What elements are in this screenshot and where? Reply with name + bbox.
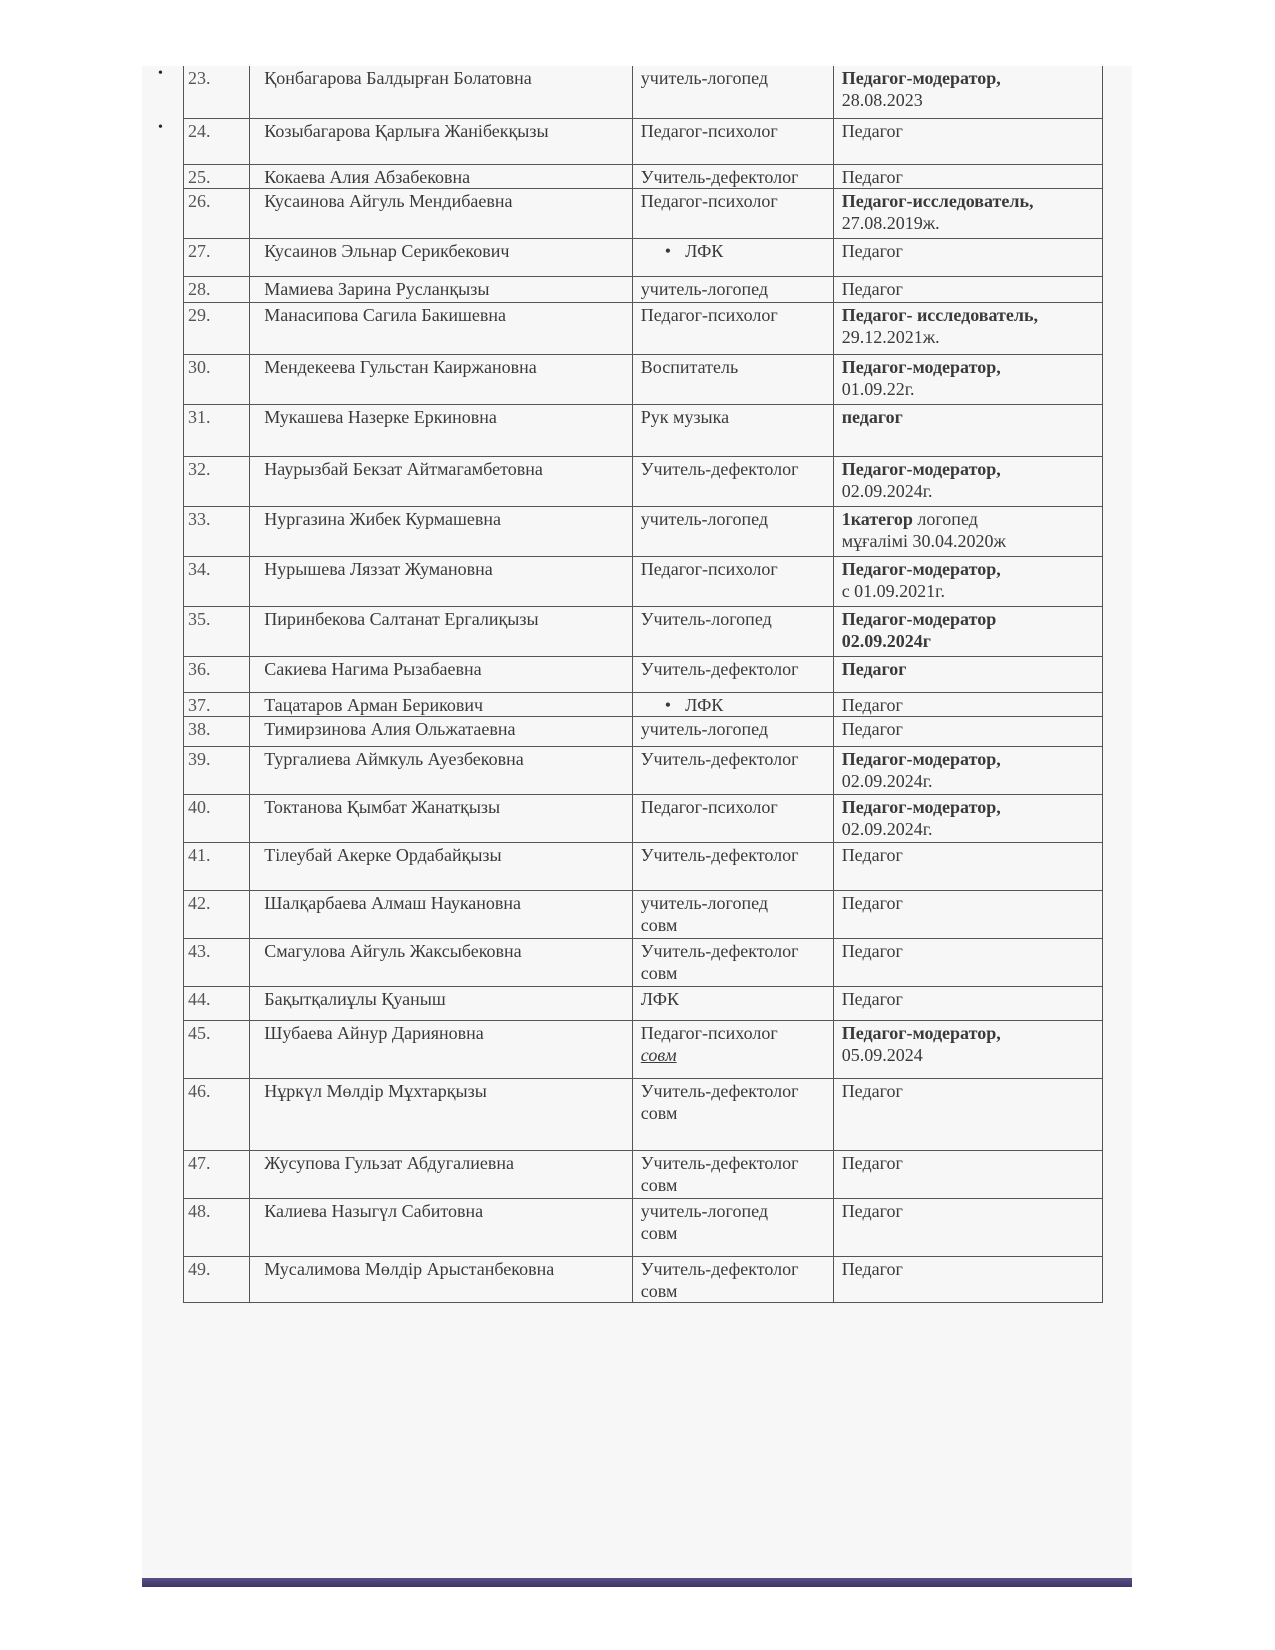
- row-number: 48.: [184, 1198, 250, 1256]
- position-cell: [632, 1198, 833, 1256]
- position-cell: [632, 938, 833, 986]
- category: Педагог- исследователь,: [841, 304, 1038, 325]
- employee-name: Пиринбекова Салтанат Ергалиқызы: [250, 606, 633, 656]
- category-date: с 01.09.2021г.: [841, 580, 946, 601]
- category-cell: [833, 1198, 1102, 1256]
- position-cell: [632, 1078, 833, 1150]
- employee-name: Қонбагарова Балдырған Болатовна: [250, 66, 633, 118]
- category-cell: [833, 188, 1102, 238]
- category: Педагог-модератор,: [841, 558, 1001, 579]
- row-number: 42.: [184, 890, 250, 938]
- employee-name: Манасипова Сагила Бакишевна: [250, 302, 633, 354]
- row-number: 49.: [184, 1256, 250, 1302]
- category-cell: [833, 1150, 1102, 1198]
- employee-name: Тимирзинова Алия Ольжатаевна: [250, 716, 633, 746]
- table-row: [184, 1020, 1103, 1078]
- category: Педагог: [841, 988, 903, 1009]
- category: Педагог: [841, 718, 903, 739]
- category-date: 29.12.2021ж.: [841, 326, 940, 347]
- category: Педагог: [841, 1080, 903, 1101]
- position-cell: [632, 188, 833, 238]
- employee-name: Козыбагарова Қарлыға Жанібекқызы: [250, 118, 633, 164]
- category-cell: [833, 1256, 1102, 1302]
- employee-name: Кусаинова Айгуль Мендибаевна: [250, 188, 633, 238]
- margin-mark: •: [158, 120, 163, 135]
- category: Педагог-модератор,: [841, 1022, 1001, 1043]
- position-note: совм: [640, 962, 678, 983]
- employee-name: Нұркүл Мөлдір Мұхтарқызы: [250, 1078, 633, 1150]
- position-note: совм: [640, 1044, 677, 1065]
- employee-name: Смагулова Айгуль Жаксыбековна: [250, 938, 633, 986]
- row-number: 37.: [184, 692, 250, 716]
- category-cell: [833, 716, 1102, 746]
- category: Педагог-модератор: [841, 608, 997, 629]
- employee-name: Кусаинов Эльнар Серикбекович: [250, 238, 633, 276]
- position-cell: [632, 606, 833, 656]
- position-cell: [632, 746, 833, 794]
- row-number: 43.: [184, 938, 250, 986]
- category-note: логопед: [912, 508, 978, 529]
- category-date: 27.08.2019ж.: [841, 212, 940, 233]
- row-number: 29.: [184, 302, 250, 354]
- position-cell: [632, 66, 833, 118]
- position: Педагог-психолог: [640, 304, 778, 325]
- position: Учитель-дефектолог: [640, 748, 799, 769]
- position: Учитель-дефектолог: [640, 166, 799, 187]
- position: • ЛФК: [641, 694, 825, 716]
- staff-table-body: [184, 66, 1103, 1302]
- row-number: 45.: [184, 1020, 250, 1078]
- employee-name: Мамиева Зарина Русланқызы: [250, 276, 633, 302]
- position: Учитель-дефектолог: [640, 458, 799, 479]
- category: Педагог: [841, 240, 903, 261]
- position-note: совм: [640, 914, 678, 935]
- category-cell: [833, 506, 1102, 556]
- category-date: 01.09.22г.: [841, 378, 915, 399]
- position: учитель-логопед: [640, 278, 768, 299]
- table-row: [184, 606, 1103, 656]
- table-row: [184, 556, 1103, 606]
- category: 1категор: [841, 508, 913, 529]
- employee-name: Тацатаров Арман Берикович: [250, 692, 633, 716]
- employee-name: Нурышева Ляззат Жумановна: [250, 556, 633, 606]
- position: Учитель-дефектолог: [640, 940, 799, 961]
- table-row: [184, 794, 1103, 842]
- category: Педагог: [841, 658, 907, 679]
- row-number: 41.: [184, 842, 250, 890]
- table-row: [184, 716, 1103, 746]
- category-cell: [833, 354, 1102, 404]
- employee-name: Нургазина Жибек Курмашевна: [250, 506, 633, 556]
- employee-name: Мусалимова Мөлдір Арыстанбековна: [250, 1256, 633, 1302]
- table-row: [184, 66, 1103, 118]
- category: Педагог-модератор,: [841, 68, 1001, 88]
- position: учитель-логопед: [640, 1200, 768, 1221]
- row-number: 32.: [184, 456, 250, 506]
- category-cell: [833, 606, 1102, 656]
- row-number: 26.: [184, 188, 250, 238]
- employee-name: Шубаева Айнур Дарияновна: [250, 1020, 633, 1078]
- category: Педагог-модератор,: [841, 796, 1001, 817]
- position-cell: [632, 404, 833, 456]
- category: Педагог: [841, 1258, 903, 1279]
- category-cell: [833, 302, 1102, 354]
- position-cell: [632, 1020, 833, 1078]
- row-number: 33.: [184, 506, 250, 556]
- position: Учитель-дефектолог: [640, 1080, 799, 1101]
- employee-name: Сакиева Нагима Рызабаевна: [250, 656, 633, 692]
- table-row: [184, 164, 1103, 188]
- position: Рук музыка: [640, 406, 730, 427]
- row-number: 30.: [184, 354, 250, 404]
- employee-name: Жусупова Гульзат Абдугалиевна: [250, 1150, 633, 1198]
- position-cell: [632, 656, 833, 692]
- position: учитель-логопед: [640, 892, 768, 913]
- position-cell: [632, 1256, 833, 1302]
- position-note: совм: [640, 1174, 678, 1195]
- position-cell: [632, 890, 833, 938]
- table-row: [184, 354, 1103, 404]
- category-cell: [833, 986, 1102, 1020]
- category-date: 02.09.2024г.: [841, 770, 933, 791]
- position: Учитель-логопед: [640, 608, 772, 629]
- position-cell: [632, 794, 833, 842]
- employee-name: Токтанова Қымбат Жанатқызы: [250, 794, 633, 842]
- table-row: [184, 118, 1103, 164]
- employee-name: Мендекеева Гульстан Каиржановна: [250, 354, 633, 404]
- category: Педагог: [841, 694, 903, 715]
- position: учитель-логопед: [640, 718, 768, 739]
- table-row: [184, 302, 1103, 354]
- row-number: 35.: [184, 606, 250, 656]
- position: Педагог-психолог: [640, 796, 778, 817]
- category-cell: [833, 164, 1102, 188]
- category-cell: [833, 456, 1102, 506]
- position-cell: [632, 556, 833, 606]
- scan-edge-band: [142, 1578, 1132, 1587]
- row-number: 34.: [184, 556, 250, 606]
- employee-name: Бақытқалиұлы Қуаныш: [250, 986, 633, 1020]
- category: Педагог: [841, 278, 903, 299]
- employee-name: Мукашева Назерке Еркиновна: [250, 404, 633, 456]
- employee-name: Тургалиева Аймкуль Ауезбековна: [250, 746, 633, 794]
- category: Педагог-модератор,: [841, 458, 1001, 479]
- category-cell: [833, 556, 1102, 606]
- table-row: [184, 506, 1103, 556]
- position: Учитель-дефектолог: [640, 1258, 799, 1279]
- position-cell: [632, 354, 833, 404]
- position: Учитель-дефектолог: [640, 844, 799, 865]
- row-number: 25.: [184, 164, 250, 188]
- category: Педагог: [841, 844, 903, 865]
- category: Педагог: [841, 166, 903, 187]
- category-cell: [833, 938, 1102, 986]
- row-number: 24.: [184, 118, 250, 164]
- table-row: [184, 986, 1103, 1020]
- position-cell: [632, 506, 833, 556]
- table-row: [184, 692, 1103, 716]
- category-cell: [833, 404, 1102, 456]
- category-cell: [833, 118, 1102, 164]
- table-row: [184, 1256, 1103, 1302]
- position: • ЛФК: [641, 240, 825, 262]
- category: Педагог-исследователь,: [841, 190, 1034, 211]
- position-cell: [632, 456, 833, 506]
- position: учитель-логопед: [640, 68, 768, 88]
- position-cell: [632, 716, 833, 746]
- position: Педагог-психолог: [640, 1022, 778, 1043]
- category-cell: [833, 656, 1102, 692]
- position-cell: [632, 302, 833, 354]
- position-cell: [632, 842, 833, 890]
- position-cell: [632, 986, 833, 1020]
- row-number: 28.: [184, 276, 250, 302]
- category: Педагог: [841, 940, 903, 961]
- staff-table: [183, 66, 1103, 1303]
- row-number: 40.: [184, 794, 250, 842]
- category-cell: [833, 276, 1102, 302]
- category-date: 02.09.2024г.: [841, 480, 933, 501]
- table-row: [184, 404, 1103, 456]
- category: Педагог-модератор,: [841, 748, 1001, 769]
- table-row: [184, 938, 1103, 986]
- category-date: 02.09.2024г.: [841, 818, 933, 839]
- category-date: 28.08.2023: [841, 90, 923, 110]
- position: Учитель-дефектолог: [640, 658, 799, 679]
- table-row: [184, 238, 1103, 276]
- table-row: [184, 842, 1103, 890]
- position: Педагог-психолог: [640, 190, 778, 211]
- employee-name: Калиева Назыгүл Сабитовна: [250, 1198, 633, 1256]
- category-cell: [833, 238, 1102, 276]
- row-number: 27.: [184, 238, 250, 276]
- category-cell: [833, 1078, 1102, 1150]
- category: Педагог: [841, 120, 903, 141]
- table-row: [184, 1150, 1103, 1198]
- category: педагог: [841, 406, 903, 427]
- position: Педагог-психолог: [640, 120, 778, 141]
- category: Педагог: [841, 892, 903, 913]
- position: Педагог-психолог: [640, 558, 778, 579]
- position-note: совм: [640, 1102, 678, 1123]
- position: ЛФК: [640, 988, 679, 1009]
- row-number: 47.: [184, 1150, 250, 1198]
- row-number: 36.: [184, 656, 250, 692]
- position-cell: [632, 1150, 833, 1198]
- employee-name: Наурызбай Бекзат Айтмагамбетовна: [250, 456, 633, 506]
- table-row: [184, 890, 1103, 938]
- category: Педагог-модератор,: [841, 356, 1001, 377]
- position: Учитель-дефектолог: [640, 1152, 799, 1173]
- category-date: 02.09.2024г: [841, 630, 931, 651]
- position-cell: [632, 238, 833, 276]
- position: учитель-логопед: [640, 508, 768, 529]
- employee-name: Тілеубай Акерке Ордабайқызы: [250, 842, 633, 890]
- category-cell: [833, 890, 1102, 938]
- category-cell: [833, 794, 1102, 842]
- employee-name: Кокаева Алия Абзабековна: [250, 164, 633, 188]
- row-number: 46.: [184, 1078, 250, 1150]
- row-number: 23.: [184, 66, 250, 118]
- category-date: мұғалімі 30.04.2020ж: [841, 530, 1006, 551]
- category-cell: [833, 842, 1102, 890]
- category-date: 05.09.2024: [841, 1044, 923, 1065]
- table-row: [184, 188, 1103, 238]
- position-cell: [632, 118, 833, 164]
- row-number: 39.: [184, 746, 250, 794]
- position-cell: [632, 164, 833, 188]
- table-row: [184, 1198, 1103, 1256]
- category-cell: [833, 1020, 1102, 1078]
- position-note: совм: [640, 1222, 678, 1243]
- table-row: [184, 456, 1103, 506]
- row-number: 38.: [184, 716, 250, 746]
- position-cell: [632, 276, 833, 302]
- category: Педагог: [841, 1200, 903, 1221]
- row-number: 44.: [184, 986, 250, 1020]
- position-note: совм: [640, 1280, 678, 1301]
- employee-name: Шалқарбаева Алмаш Наукановна: [250, 890, 633, 938]
- position: Воспитатель: [640, 356, 739, 377]
- table-row: [184, 1078, 1103, 1150]
- category-cell: [833, 746, 1102, 794]
- table-row: [184, 276, 1103, 302]
- category: Педагог: [841, 1152, 903, 1173]
- position-cell: [632, 692, 833, 716]
- table-row: [184, 746, 1103, 794]
- category-cell: [833, 692, 1102, 716]
- table-row: [184, 656, 1103, 692]
- category-cell: [833, 66, 1102, 118]
- row-number: 31.: [184, 404, 250, 456]
- margin-mark: •: [158, 66, 163, 81]
